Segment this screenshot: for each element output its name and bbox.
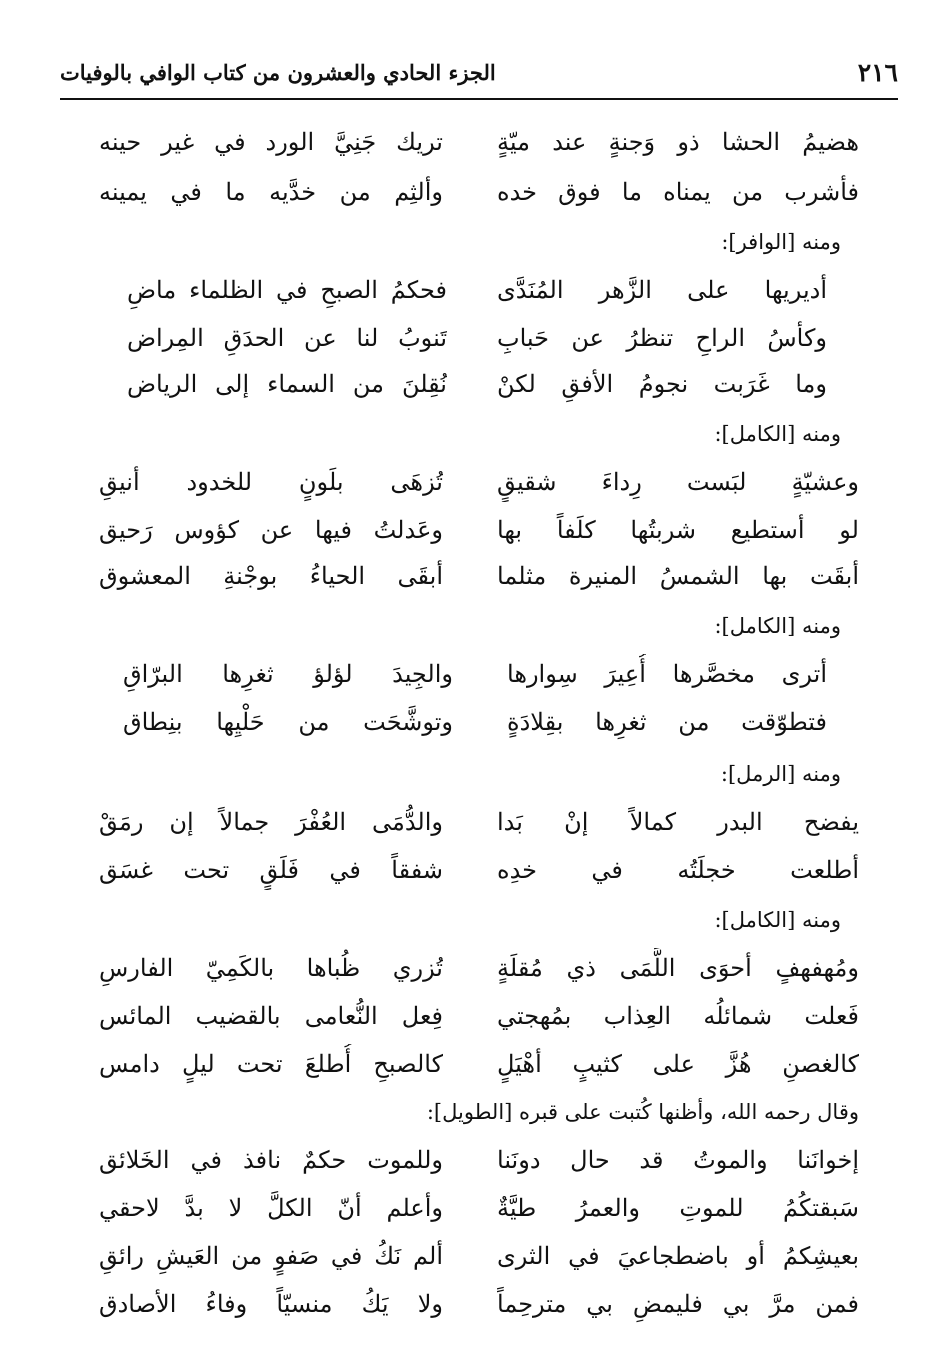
verse-first-hemistich: وكأسُ الراحِ تنظرُ عن حَبابِ [497, 324, 827, 352]
verse-first-hemistich: أديريها على الزَّهر المُنَدَّى [497, 276, 827, 304]
verse-first-hemistich: أبقَت بها الشمسُ المنيرة مثلما [497, 562, 859, 590]
verse-first-hemistich: فتطوّقت من ثغرِها بقِلادَةٍ [507, 708, 827, 736]
verse-second-hemistich: أبقَى الحياءُ بوجْنةِ المعشوق [99, 562, 443, 590]
verse-second-hemistich: وتوشَّحَت من حَلْيِها بنِطاق [123, 708, 453, 736]
verse-line [127, 318, 827, 358]
verse-first-hemistich: سَبقتكُمُ للموتِ والعمرُ طيَّةٌ [497, 1194, 859, 1222]
verse-second-hemistich: تريك جَنِيَّ الورد في غير حينه [99, 128, 443, 156]
verse-line [99, 172, 859, 212]
verse-line [123, 702, 827, 742]
verse-second-hemistich: تَنوبُ لنا عن الحدَقِ المِراض [127, 324, 447, 352]
verse-line [127, 270, 827, 310]
verse-line [99, 1284, 859, 1324]
page-number: ٢١٦ [857, 58, 898, 87]
verse-line [99, 462, 859, 502]
verse-line [99, 510, 859, 550]
page-header [60, 52, 898, 100]
verse-first-hemistich: أطلعت خجلَتُه في خدِه [497, 856, 859, 884]
verse-line [99, 1044, 859, 1084]
verse-first-hemistich: ومُهفهفٍ أحوَى اللَّمَى ذي مُقلَةٍ [497, 954, 859, 982]
verse-line [99, 556, 859, 596]
verse-first-hemistich: هضيمُ الحشا ذو وَجنةٍ عند ميّةٍ [497, 128, 859, 156]
meter-heading: ومنه [الكامل]: [714, 422, 841, 446]
verse-line [99, 802, 859, 842]
meter-heading: ومنه [الكامل]: [714, 614, 841, 638]
verse-second-hemistich: وللموت حكمٌ نافذ في الخَلائق [99, 1146, 443, 1174]
verse-first-hemistich: فَعلت شمائلُه العِذاب بمُهجتي [497, 1002, 859, 1030]
verse-line [99, 1236, 859, 1276]
verse-second-hemistich: ألم نَكُ في صَفوٍ من العَيشِ رائقِ [99, 1242, 443, 1270]
verse-second-hemistich: كالصبحِ أُطلعَ تحت ليلٍ دامس [99, 1050, 443, 1078]
verse-second-hemistich: والدُّمَى العُفْرَ جمالاً إن رمَقْ [99, 808, 443, 836]
verse-line [99, 122, 859, 162]
verse-first-hemistich: فمن مرَّ بي فليمضِ بي مترحِماً [497, 1290, 859, 1318]
verse-line [99, 1140, 859, 1180]
verse-line [127, 364, 827, 404]
verse-line [99, 1188, 859, 1228]
verse-line [99, 948, 859, 988]
verse-first-hemistich: وما غَرَبت نجومُ الأفقِ لكنْ [497, 370, 827, 398]
verse-second-hemistich: ولا يَكُ منسيّاً وفاءُ الأصادق [99, 1290, 443, 1318]
verse-first-hemistich: أترى مخصَّرها أُعِيرَ سِوارها [507, 660, 827, 688]
verse-line [99, 996, 859, 1036]
verse-first-hemistich: كالغصنِ هُزَّ على كثيبٍ أهْيَلٍ [497, 1050, 859, 1078]
verse-first-hemistich: فأشرب من يمناه ما فوق خده [497, 178, 859, 206]
verse-second-hemistich: والجِيدَ لؤلؤ ثغرِها البرّاقِ [123, 660, 453, 688]
verse-second-hemistich: شفقاً في فَلَقٍ تحت غسَق [99, 856, 443, 884]
verse-line [99, 850, 859, 890]
verse-second-hemistich: وأعلم أنّ الكلَّ لا بدَّ لاحقي [99, 1194, 443, 1222]
verse-second-hemistich: وعَدلتُ فيها عن كؤوس رَحيق [99, 516, 443, 544]
verse-first-hemistich: بعيشِكمُ أو باضطجاعيَ في الثرى [497, 1242, 859, 1270]
verse-second-hemistich: نُقِلنَ من السماء إلى الرياض [127, 370, 447, 398]
verse-second-hemistich: تُزهَى بلَونٍ للخدود أنيقِ [99, 468, 443, 496]
poem-introduction: وقال رحمه الله، وأظنها كُتبت على قبره [الطويل]: [426, 1100, 859, 1124]
verse-second-hemistich: تُزري ظُباها بالكَمِيّ الفارسِ [99, 954, 443, 982]
meter-heading: ومنه [الوافر]: [721, 230, 841, 254]
verse-first-hemistich: إخوانَنا والموتُ قد حال دونَنا [497, 1146, 859, 1174]
meter-heading: ومنه [الرمل]: [720, 762, 841, 786]
running-title: الجزء الحادي والعشرون من كتاب الوافي بالوفيات [60, 60, 496, 85]
verse-second-hemistich: وألثِم من خدَّيه ما في يمينه [99, 178, 443, 206]
verse-first-hemistich: يفضح البدر كمالاً إنْ بَدا [497, 808, 859, 836]
verse-second-hemistich: فحكمُ الصبحِ في الظلماء ماضِ [127, 276, 447, 304]
verse-second-hemistich: فِعل النُّعامى بالقضيب المائس [99, 1002, 443, 1030]
meter-heading: ومنه [الكامل]: [714, 908, 841, 932]
verse-line [123, 654, 827, 694]
verse-first-hemistich: لو أستطيع شربتُها كلَفاً بها [497, 516, 859, 544]
verse-first-hemistich: وعشيّةٍ لبَست رِداءَ شقيقٍ [497, 468, 859, 496]
